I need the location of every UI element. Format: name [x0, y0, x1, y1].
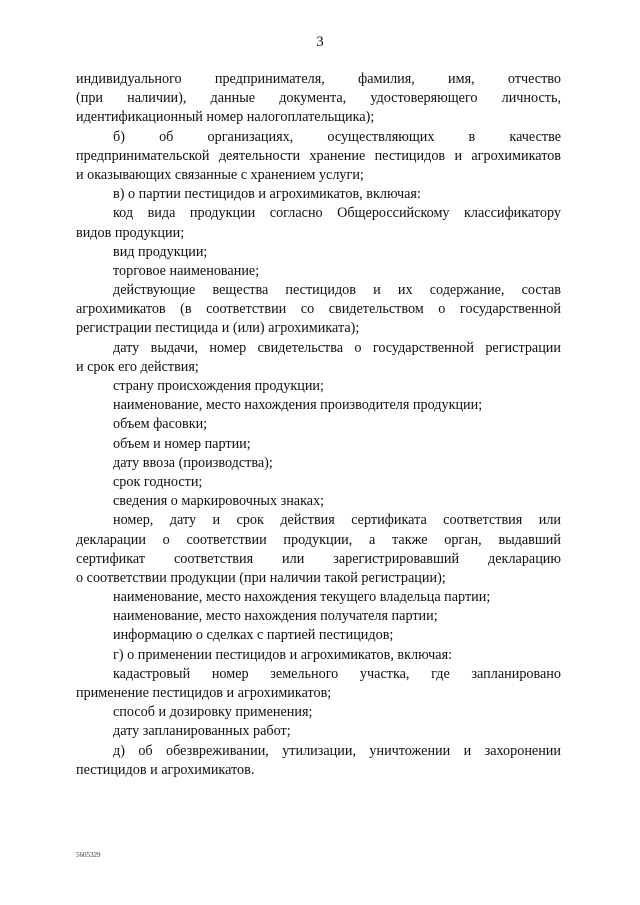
text-line: пестицидов и агрохимикатов. — [76, 761, 255, 778]
text-line: видов продукции; — [76, 224, 185, 241]
text-line: в) о партии пестицидов и агрохимикатов, включая: — [113, 186, 421, 203]
text-line: дату запланированных работ; — [113, 723, 291, 740]
text-line: кадастровый номер земельного участка, где запланировано — [113, 665, 561, 682]
text-line: и оказывающих связанные с хранением услуги; — [76, 166, 364, 183]
text-line: способ и дозировку применения; — [113, 704, 313, 721]
text-line: агрохимикатов (в соответствии со свидетельством о государственной — [76, 301, 561, 318]
document-body — [76, 70, 561, 780]
text-line: регистрации пестицида и (или) агрохимиката); — [76, 320, 360, 337]
text-line: о соответствии продукции (при наличии такой регистрации); — [76, 569, 446, 586]
text-line: предпринимательской деятельности хранение пестицидов и агрохимикатов — [76, 147, 561, 164]
text-line: сведения о маркировочных знаках; — [113, 493, 325, 510]
text-line: г) о применении пестицидов и агрохимикатов, включая: — [113, 646, 453, 663]
text-line: номер, дату и срок действия сертификата соответствия или — [113, 512, 561, 529]
page-number: 3 — [316, 34, 324, 50]
text-line: объем и номер партии; — [113, 435, 251, 452]
text-line: наименование, место нахождения производителя продукции; — [113, 397, 483, 414]
text-line: объем фасовки; — [113, 416, 208, 433]
text-line: идентификационный номер налогоплательщика); — [76, 109, 375, 126]
text-line: торговое наименование; — [113, 262, 260, 279]
document-code: 5605329 — [76, 851, 101, 859]
text-line: д) об обезвреживании, утилизации, уничтожении и захоронении — [113, 742, 561, 759]
text-line: декларации о соответствии продукции, а также орган, выдавший — [76, 531, 561, 548]
text-line: дату выдачи, номер свидетельства о государственной регистрации — [113, 339, 561, 356]
text-line: страну происхождения продукции; — [113, 378, 324, 394]
text-line: действующие вещества пестицидов и их содержание, состав — [113, 282, 561, 299]
text-line: дату ввоза (производства); — [113, 454, 273, 471]
text-line: наименование, место нахождения получателя партии; — [113, 608, 438, 625]
text-line: информацию о сделках с партией пестицидов; — [113, 627, 394, 644]
text-line: срок годности; — [113, 473, 203, 490]
text-line: вид продукции; — [113, 243, 208, 260]
text-line: код вида продукции согласно Общероссийскому классификатору — [113, 205, 561, 222]
text-line: наименование, место нахождения текущего владельца партии; — [113, 589, 491, 606]
text-line: (при наличии), данные документа, удостоверяющего личность, — [76, 90, 561, 107]
text-line: и срок его действия; — [76, 358, 199, 375]
text-line: применение пестицидов и агрохимикатов; — [76, 685, 332, 701]
text-line: сертификат соответствия или зарегистрировавший декларацию — [76, 550, 561, 567]
text-line: б) об организациях, осуществляющих в качестве — [113, 128, 561, 145]
text-line: индивидуального предпринимателя, фамилия, имя, отчество — [76, 71, 561, 87]
